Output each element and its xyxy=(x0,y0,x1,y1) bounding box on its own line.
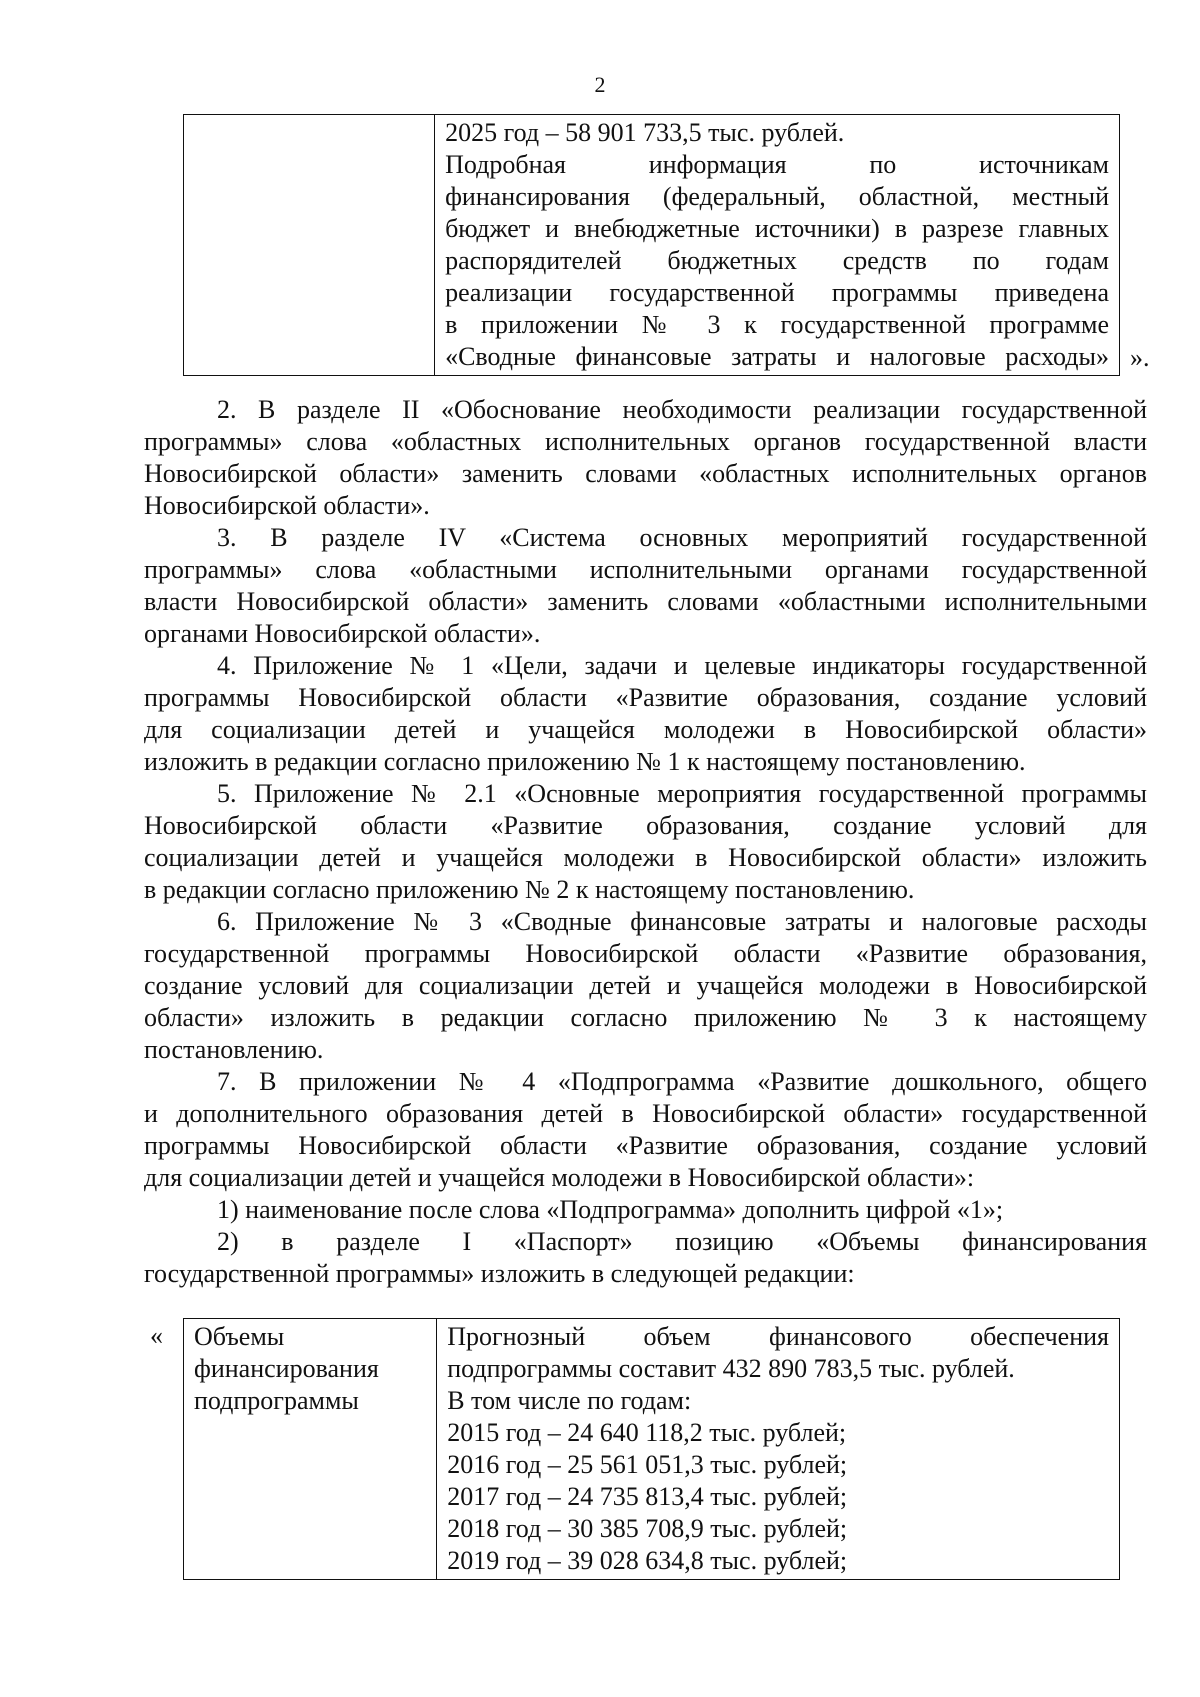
table-right-cell xyxy=(437,1319,1120,1580)
table-line: бюджет и внебюджетные источники) в разрезе главных xyxy=(445,214,1109,243)
table-line: 2019 год – 39 028 634,8 тыс. рублей; xyxy=(447,1546,848,1575)
paragraph-line: постановлению. xyxy=(144,1035,324,1064)
table-right-cell xyxy=(435,115,1120,376)
table-left-cell xyxy=(184,1319,437,1580)
page-number: 2 xyxy=(594,72,606,97)
opening-quote-mark: « xyxy=(150,1321,163,1350)
paragraph-line: области» изложить в редакции согласно приложению № 3 к настоящему xyxy=(144,1003,1147,1032)
paragraph-line: власти Новосибирской области» заменить словами «областными исполнительными xyxy=(144,587,1147,616)
table-line: 2018 год – 30 385 708,9 тыс. рублей; xyxy=(447,1514,848,1543)
paragraph-line: программы Новосибирской области «Развитие образования, создание условий xyxy=(144,683,1147,712)
paragraph-4 xyxy=(144,650,1147,778)
table-left-cell xyxy=(184,115,435,376)
paragraph-line: 4. Приложение № 1 «Цели, задачи и целевые индикаторы государственной xyxy=(217,651,1147,680)
subprogram-funding-table xyxy=(183,1318,1120,1580)
table-line: 2015 год – 24 640 118,2 тыс. рублей; xyxy=(447,1418,847,1447)
paragraph-line: государственной программы Новосибирской области «Развитие образования, xyxy=(144,939,1147,968)
table-line: реализации государственной программы приведена xyxy=(445,278,1109,307)
paragraph-7 xyxy=(144,1066,1147,1194)
paragraph-line: социализации детей и учащейся молодежи в Новосибирской области» изложить xyxy=(144,843,1147,872)
subparagraph-2 xyxy=(144,1226,1147,1290)
table-line: 2017 год – 24 735 813,4 тыс. рублей; xyxy=(447,1482,848,1511)
paragraph-line: и дополнительного образования детей в Новосибирской области» государственной xyxy=(144,1099,1147,1128)
paragraph-line: в редакции согласно приложению № 2 к настоящему постановлению. xyxy=(144,875,915,904)
closing-quote-mark: ». xyxy=(1130,343,1150,372)
paragraph-6 xyxy=(144,906,1147,1066)
table-line: Прогнозный объем финансового обеспечения xyxy=(447,1322,1109,1351)
table-line: финансирования xyxy=(194,1354,379,1383)
paragraph-line: Новосибирской области «Развитие образования, создание условий для xyxy=(144,811,1147,840)
paragraph-line: 6. Приложение № 3 «Сводные финансовые затраты и налоговые расходы xyxy=(217,907,1147,936)
paragraph-line: органами Новосибирской области». xyxy=(144,619,541,648)
paragraph-3 xyxy=(144,522,1147,650)
paragraph-line: государственной программы» изложить в следующей редакции: xyxy=(144,1259,855,1288)
paragraph-line: программы Новосибирской области «Развитие образования, создание условий xyxy=(144,1131,1147,1160)
document-body xyxy=(144,394,1147,1290)
paragraph-line: 3. В разделе IV «Система основных мероприятий государственной xyxy=(217,523,1147,552)
paragraph-line: Новосибирской области». xyxy=(144,491,430,520)
table-line: финансирования (федеральный, областной, местный xyxy=(445,182,1109,211)
paragraph-line: программы» слова «областными исполнительными органами государственной xyxy=(144,555,1147,584)
table-line: «Сводные финансовые затраты и налоговые расходы» xyxy=(445,342,1109,371)
table-line: в приложении № 3 к государственной программе xyxy=(445,310,1109,339)
paragraph-line: 5. Приложение № 2.1 «Основные мероприятия государственной программы xyxy=(217,779,1147,808)
paragraph-line: изложить в редакции согласно приложению № 1 к настоящему постановлению. xyxy=(144,747,1026,776)
paragraph-line: 2. В разделе II «Обоснование необходимости реализации государственной xyxy=(217,395,1147,424)
table-line: Объемы xyxy=(194,1322,285,1351)
paragraph-2 xyxy=(144,394,1147,522)
table-line: 2016 год – 25 561 051,3 тыс. рублей; xyxy=(447,1450,848,1479)
paragraph-line: программы» слова «областных исполнительных органов государственной власти xyxy=(144,427,1147,456)
paragraph-line: 7. В приложении № 4 «Подпрограмма «Развитие дошкольного, общего xyxy=(217,1067,1147,1096)
table-line: подпрограммы составит 432 890 783,5 тыс. рублей. xyxy=(447,1354,1015,1383)
paragraph-line: для социализации детей и учащейся молодежи в Новосибирской области»: xyxy=(144,1163,975,1192)
table-line: 2025 год – 58 901 733,5 тыс. рублей. xyxy=(445,118,845,147)
paragraph-line: 1) наименование после слова «Подпрограмма» дополнить цифрой «1»; xyxy=(217,1195,1004,1224)
subparagraph-1 xyxy=(144,1194,1147,1226)
paragraph-line: Новосибирской области» заменить словами «областных исполнительных органов xyxy=(144,459,1147,488)
paragraph-line: для социализации детей и учащейся молодежи в Новосибирской области» xyxy=(144,715,1147,744)
funding-table-continuation xyxy=(183,114,1120,376)
paragraph-line: 2) в разделе I «Паспорт» позицию «Объемы финансирования xyxy=(217,1227,1147,1256)
table-line: распорядителей бюджетных средств по годам xyxy=(445,246,1109,275)
table-line: подпрограммы xyxy=(194,1386,359,1415)
paragraph-line: создание условий для социализации детей и учащейся молодежи в Новосибирской xyxy=(144,971,1147,1000)
table-line: Подробная информация по источникам xyxy=(445,150,1109,179)
paragraph-5 xyxy=(144,778,1147,906)
table-line: В том числе по годам: xyxy=(447,1386,692,1415)
